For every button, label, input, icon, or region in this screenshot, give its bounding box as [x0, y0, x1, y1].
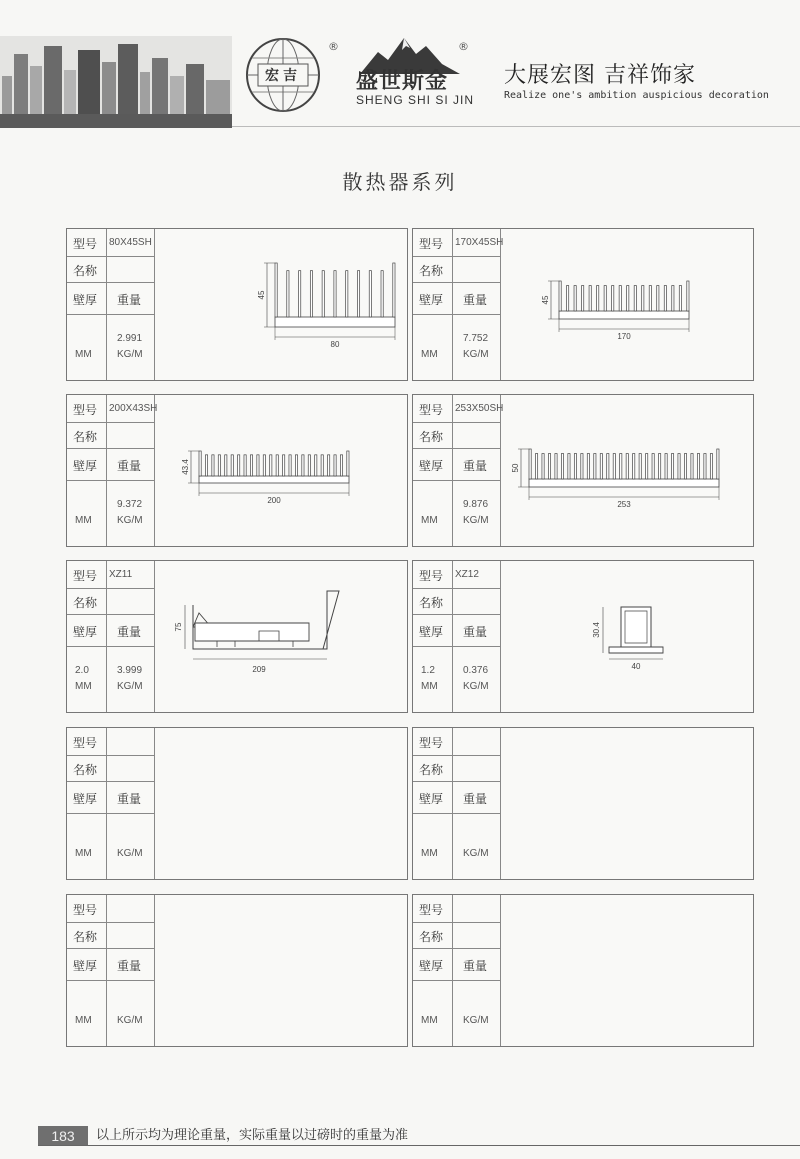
wall-thickness-label: 壁厚 — [73, 792, 98, 806]
weight-unit: KG/M — [463, 1015, 489, 1026]
weight-value: 0.376 — [463, 665, 489, 676]
name-value-cell — [453, 923, 501, 949]
name-value-cell — [453, 756, 501, 782]
width-dimension-label: 200 — [267, 496, 281, 505]
weight-value-cell — [107, 814, 155, 879]
thickness-unit: MM — [75, 848, 92, 859]
model-value: 200X43SH — [109, 403, 158, 414]
header-divider — [232, 126, 800, 127]
wall-thickness-label: 壁厚 — [73, 293, 98, 307]
weight-value: 7.752 — [463, 333, 489, 344]
weight-value-cell — [453, 814, 501, 879]
wall-thickness-label: 壁厚 — [73, 625, 98, 639]
weight-value: 9.372 — [117, 499, 143, 510]
weight-unit: KG/M — [117, 681, 143, 692]
product-card — [66, 894, 408, 1047]
model-value-cell — [107, 728, 155, 756]
thickness-value-cell — [67, 981, 107, 1046]
model-value-cell — [107, 895, 155, 923]
wall-thickness-label: 壁厚 — [419, 625, 444, 639]
model-label: 型号 — [419, 903, 444, 917]
heatsink-profile-drawing — [529, 449, 719, 487]
width-dimension-label: 209 — [252, 665, 266, 674]
name-label: 名称 — [73, 596, 98, 610]
model-label: 型号 — [73, 569, 98, 583]
name-label: 名称 — [73, 264, 98, 278]
page-header — [0, 0, 800, 128]
name-label: 名称 — [419, 763, 444, 777]
globe-logo — [244, 36, 322, 114]
slogan-en: Realize one's ambition auspicious decoration — [504, 90, 769, 101]
name-value-cell — [453, 423, 501, 449]
product-card — [412, 894, 754, 1047]
product-card — [66, 727, 408, 880]
channel-profile-drawing — [609, 607, 663, 653]
logo-text: 宏吉 — [265, 68, 301, 84]
heatsink-profile-drawing — [199, 451, 349, 483]
thickness-value: 1.2 — [421, 665, 435, 676]
thickness-value: 2.0 — [75, 665, 89, 676]
height-dimension-label: 30.4 — [592, 622, 601, 638]
model-label: 型号 — [419, 403, 444, 417]
heatsink-profile-drawing — [559, 281, 689, 319]
weight-value-cell — [107, 315, 155, 380]
city-skyline-image — [0, 36, 232, 128]
weight-label: 重量 — [463, 625, 488, 639]
name-label: 名称 — [419, 430, 444, 444]
weight-value-cell — [107, 481, 155, 546]
brand-name-en: SHENG SHI SI JIN — [356, 93, 475, 107]
slogan-cn: 大展宏图 吉祥饰家 — [504, 63, 696, 88]
profile-drawing — [505, 561, 753, 712]
wall-thickness-label: 壁厚 — [419, 792, 444, 806]
name-label: 名称 — [73, 930, 98, 944]
thickness-value-cell — [413, 481, 453, 546]
weight-value-cell — [453, 315, 501, 380]
wall-thickness-label: 壁厚 — [419, 959, 444, 973]
model-label: 型号 — [73, 736, 98, 750]
height-dimension-label: 43.4 — [181, 459, 190, 475]
width-dimension-label: 170 — [617, 332, 631, 341]
weight-unit: KG/M — [463, 681, 489, 692]
weight-value: 9.876 — [463, 499, 489, 510]
weight-unit: KG/M — [463, 515, 489, 526]
model-label: 型号 — [419, 736, 444, 750]
width-dimension-label: 80 — [330, 340, 340, 349]
name-label: 名称 — [419, 596, 444, 610]
footer-note: 以上所示均为理论重量，实际重量以过磅时的重量为准 — [96, 1128, 409, 1143]
frame-profile-drawing — [193, 591, 339, 649]
name-value-cell — [107, 589, 155, 615]
thickness-unit: MM — [421, 515, 438, 526]
footer-divider — [38, 1145, 800, 1146]
weight-label: 重量 — [117, 625, 142, 639]
registered-mark: ® — [328, 40, 339, 53]
weight-unit: KG/M — [117, 349, 143, 360]
profile-drawing — [505, 229, 753, 380]
model-label: 型号 — [419, 569, 444, 583]
name-label: 名称 — [73, 430, 98, 444]
model-value: XZ11 — [109, 569, 133, 580]
thickness-unit: MM — [75, 349, 92, 360]
weight-value-cell — [107, 647, 155, 712]
width-dimension-label: 40 — [631, 662, 641, 671]
height-dimension-label: 45 — [257, 290, 266, 300]
page-number: 183 — [38, 1126, 88, 1146]
wall-thickness-label: 壁厚 — [419, 293, 444, 307]
heatsink-profile-drawing — [275, 263, 395, 327]
weight-value-cell — [453, 481, 501, 546]
product-card — [412, 394, 754, 547]
thickness-value-cell — [413, 814, 453, 879]
profile-drawing — [159, 229, 407, 380]
wall-thickness-label: 壁厚 — [419, 459, 444, 473]
weight-label: 重量 — [463, 959, 488, 973]
weight-unit: KG/M — [463, 848, 489, 859]
thickness-unit: MM — [421, 349, 438, 360]
thickness-value-cell — [67, 481, 107, 546]
weight-value-cell — [107, 981, 155, 1046]
weight-label: 重量 — [463, 792, 488, 806]
thickness-unit: MM — [75, 1015, 92, 1026]
name-value-cell — [107, 756, 155, 782]
weight-unit: KG/M — [463, 349, 489, 360]
name-value-cell — [107, 423, 155, 449]
weight-label: 重量 — [463, 459, 488, 473]
thickness-unit: MM — [421, 848, 438, 859]
model-label: 型号 — [73, 403, 98, 417]
name-value-cell — [107, 923, 155, 949]
model-value: 80X45SH — [109, 237, 152, 248]
weight-value-cell — [453, 647, 501, 712]
profile-drawing — [159, 561, 407, 712]
height-dimension-label: 45 — [541, 295, 550, 305]
width-dimension-label: 253 — [617, 500, 631, 509]
weight-label: 重量 — [117, 293, 142, 307]
weight-label: 重量 — [117, 792, 142, 806]
weight-unit: KG/M — [117, 848, 143, 859]
product-card — [66, 228, 408, 381]
thickness-value-cell — [67, 647, 107, 712]
brand-name-cn: 盛世斯金 — [356, 68, 449, 94]
weight-value: 3.999 — [117, 665, 143, 676]
thickness-unit: MM — [75, 681, 92, 692]
page-title: 散热器系列 — [342, 170, 458, 194]
profile-drawing — [159, 395, 407, 546]
weight-unit: KG/M — [117, 515, 143, 526]
product-card — [412, 228, 754, 381]
model-value: 253X50SH — [455, 403, 504, 414]
model-label: 型号 — [419, 237, 444, 251]
name-value-cell — [107, 257, 155, 283]
model-label: 型号 — [73, 903, 98, 917]
thickness-value-cell — [413, 315, 453, 380]
wall-thickness-label: 壁厚 — [73, 459, 98, 473]
weight-value: 2.991 — [117, 333, 143, 344]
height-dimension-label: 75 — [174, 622, 183, 632]
height-dimension-label: 50 — [511, 463, 520, 473]
name-label: 名称 — [419, 930, 444, 944]
weight-label: 重量 — [117, 459, 142, 473]
thickness-value-cell — [413, 647, 453, 712]
name-label: 名称 — [419, 264, 444, 278]
thickness-unit: MM — [75, 515, 92, 526]
product-card — [412, 560, 754, 713]
weight-unit: KG/M — [117, 1015, 143, 1026]
product-card — [412, 727, 754, 880]
name-label: 名称 — [73, 763, 98, 777]
thickness-unit: MM — [421, 1015, 438, 1026]
thickness-value-cell — [67, 814, 107, 879]
name-value-cell — [453, 257, 501, 283]
product-card — [66, 560, 408, 713]
weight-value-cell — [453, 981, 501, 1046]
model-label: 型号 — [73, 237, 98, 251]
registered-mark-2: ® — [458, 40, 469, 53]
name-value-cell — [453, 589, 501, 615]
product-card — [66, 394, 408, 547]
thickness-value-cell — [67, 315, 107, 380]
model-value: XZ12 — [455, 569, 479, 580]
wall-thickness-label: 壁厚 — [73, 959, 98, 973]
weight-label: 重量 — [463, 293, 488, 307]
page-footer — [0, 1118, 800, 1148]
profile-drawing — [505, 395, 753, 546]
model-value-cell — [453, 895, 501, 923]
model-value-cell — [453, 728, 501, 756]
weight-label: 重量 — [117, 959, 142, 973]
model-value: 170X45SH — [455, 237, 504, 248]
thickness-value-cell — [413, 981, 453, 1046]
thickness-unit: MM — [421, 681, 438, 692]
